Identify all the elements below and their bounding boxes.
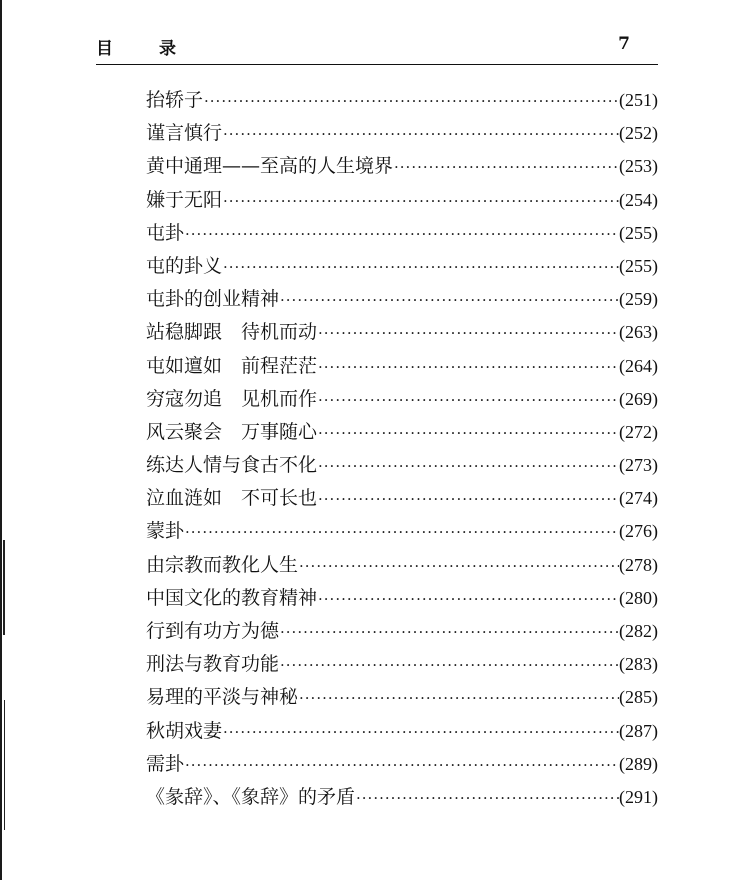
toc-entry[interactable] bbox=[146, 649, 658, 682]
toc-entry[interactable] bbox=[146, 516, 658, 549]
toc-entry[interactable] bbox=[146, 251, 658, 284]
page-number: 7 bbox=[618, 34, 630, 54]
toc-entry-page: (289) bbox=[619, 753, 658, 774]
toc-entry-page: (263) bbox=[619, 322, 658, 343]
toc-entry-page: (272) bbox=[619, 421, 658, 442]
toc-entry-title: 中国文化的教育精神 bbox=[146, 586, 318, 609]
scan-artifact-mark bbox=[4, 700, 5, 830]
toc-entry[interactable] bbox=[146, 450, 658, 483]
toc-entry-page: (251) bbox=[619, 90, 658, 110]
dot-leader bbox=[317, 457, 619, 475]
dot-leader bbox=[317, 391, 619, 409]
toc-entry-page: (276) bbox=[619, 521, 658, 542]
dot-leader bbox=[184, 225, 619, 243]
toc-entry-title: 秋胡戏妻 bbox=[146, 719, 223, 742]
scan-artifact-mark bbox=[3, 540, 5, 635]
page-header bbox=[96, 34, 660, 64]
dot-leader bbox=[298, 557, 619, 575]
toc-entry[interactable] bbox=[146, 185, 658, 218]
dot-leader bbox=[203, 92, 619, 110]
toc-entry[interactable] bbox=[146, 317, 658, 350]
toc-entry-page: (255) bbox=[619, 255, 658, 276]
dot-leader bbox=[222, 125, 619, 143]
toc-entry[interactable] bbox=[146, 682, 658, 715]
page-title: 目录 bbox=[96, 39, 222, 59]
toc-entry-title: 穷寇勿追 见机而作 bbox=[146, 387, 318, 410]
scan-border-line bbox=[0, 0, 2, 880]
toc-entry-title: 《彖辞》、《象辞》的矛盾 bbox=[146, 785, 356, 808]
toc-entry-title: 屯卦 bbox=[146, 221, 185, 244]
toc-entry-page: (291) bbox=[619, 786, 658, 807]
toc-entry[interactable] bbox=[146, 550, 658, 583]
toc-entry-title: 屯卦的创业精神 bbox=[146, 288, 280, 311]
toc-entry[interactable] bbox=[146, 284, 658, 317]
toc-entry-title: 易理的平淡与神秘 bbox=[146, 686, 299, 709]
toc-entry[interactable] bbox=[146, 85, 658, 118]
dot-leader bbox=[298, 689, 619, 707]
toc-entry-page: (280) bbox=[619, 587, 658, 608]
toc-entry-title: 风云聚会 万事随心 bbox=[146, 420, 318, 443]
toc-entry-page: (287) bbox=[619, 720, 658, 741]
toc-entry-title: 站稳脚跟 待机而动 bbox=[146, 321, 318, 344]
toc-entry-title: 嫌于无阳 bbox=[146, 188, 223, 211]
toc-entry-page: (269) bbox=[619, 388, 658, 409]
toc-entry[interactable] bbox=[146, 417, 658, 450]
toc-entry-page: (254) bbox=[619, 189, 658, 210]
toc-entry-page: (282) bbox=[619, 621, 658, 641]
toc-entry-title: 练达人情与食古不化 bbox=[146, 454, 318, 477]
dot-leader bbox=[317, 358, 619, 376]
toc-entry-title: 黄中通理——至高的人生境界 bbox=[146, 155, 394, 178]
toc-entry-title: 屯的卦义 bbox=[146, 254, 223, 277]
dot-leader bbox=[317, 490, 619, 508]
dot-leader bbox=[317, 590, 619, 608]
toc-entry[interactable] bbox=[146, 483, 658, 516]
toc-entry-page: (252) bbox=[619, 123, 658, 144]
toc-entry-page: (255) bbox=[619, 222, 658, 243]
toc-entry-page: (259) bbox=[619, 289, 658, 310]
toc-entry[interactable] bbox=[146, 716, 658, 749]
toc-entry-title: 泣血涟如 不可长也 bbox=[146, 487, 318, 510]
toc-entry-page: (274) bbox=[619, 488, 658, 509]
dot-leader bbox=[222, 258, 619, 276]
dot-leader bbox=[184, 756, 619, 774]
dot-leader bbox=[279, 656, 619, 674]
dot-leader bbox=[184, 523, 619, 541]
toc-entry[interactable] bbox=[146, 218, 658, 251]
toc-entry[interactable] bbox=[146, 616, 658, 649]
toc-entry-title: 屯如邅如 前程茫茫 bbox=[146, 354, 318, 377]
toc-entry-title: 抬轿子 bbox=[146, 89, 204, 111]
toc-entry-page: (273) bbox=[619, 455, 658, 476]
toc-entry-title: 刑法与教育功能 bbox=[146, 653, 280, 676]
toc-entry-page: (278) bbox=[619, 554, 658, 575]
toc-entry[interactable] bbox=[146, 151, 658, 184]
dot-leader bbox=[222, 723, 619, 741]
toc-entry[interactable] bbox=[146, 583, 658, 616]
dot-leader bbox=[279, 623, 619, 641]
dot-leader bbox=[393, 158, 619, 176]
dot-leader bbox=[279, 291, 619, 309]
dot-leader bbox=[317, 424, 619, 442]
toc-entry-page: (264) bbox=[619, 355, 658, 376]
dot-leader bbox=[222, 192, 619, 210]
dot-leader bbox=[355, 789, 619, 807]
dot-leader bbox=[317, 324, 619, 342]
toc-entry-page: (253) bbox=[619, 156, 658, 177]
toc-entry[interactable] bbox=[146, 384, 658, 417]
toc-entry-title: 需卦 bbox=[146, 752, 185, 775]
toc-entry[interactable] bbox=[146, 118, 658, 151]
toc-entry-title: 蒙卦 bbox=[146, 520, 185, 543]
toc-entry-page: (283) bbox=[619, 654, 658, 675]
toc-entry-title: 谨言慎行 bbox=[146, 122, 223, 145]
toc-entry-page: (285) bbox=[619, 687, 658, 708]
toc-entry[interactable] bbox=[146, 782, 658, 815]
toc-entry[interactable] bbox=[146, 749, 658, 782]
toc-entry-title: 行到有功方为德 bbox=[146, 620, 280, 642]
toc-entry-title: 由宗教而教化人生 bbox=[146, 553, 299, 576]
table-of-contents bbox=[146, 85, 658, 815]
toc-entry[interactable] bbox=[146, 351, 658, 384]
header-rule bbox=[96, 64, 658, 65]
